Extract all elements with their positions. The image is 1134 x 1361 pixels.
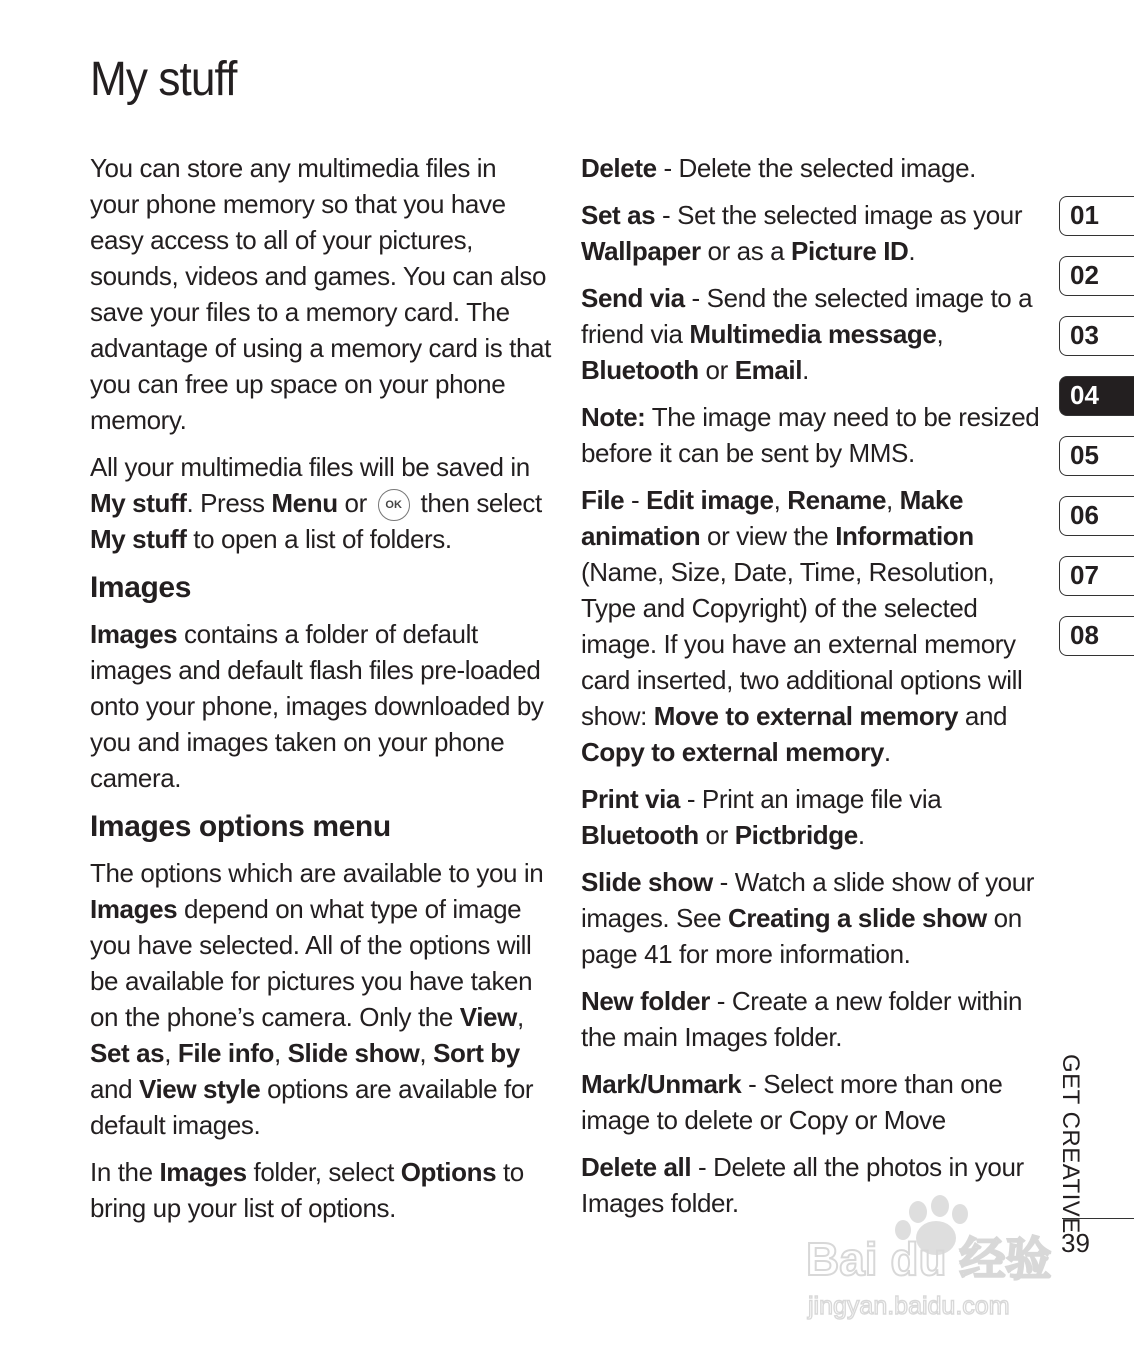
option-send-via: Send via - Send the selected image to a friend via Multimedia message, Bluetooth or Email. <box>581 283 1033 385</box>
images-heading: Images <box>90 571 191 605</box>
chapter-tab[interactable]: 01 <box>1059 196 1134 236</box>
option-delete-all: Delete all - Delete all the photos in your Images folder. <box>581 1152 1024 1218</box>
baidu-watermark <box>800 1192 1070 1322</box>
chapter-tab[interactable]: 08 <box>1059 616 1134 656</box>
chapter-tab[interactable]: 07 <box>1059 556 1134 596</box>
option-print-via: Print via - Print an image file via Bluetooth or Pictbridge. <box>581 784 942 850</box>
storage-paragraph: All your multimedia files will be saved in My stuff. Press Menu or OK then select My stuff to open a list of folders. <box>90 452 542 555</box>
option-new-folder: New folder - Create a new folder within the main Images folder. <box>581 986 1023 1052</box>
watermark-text: Bai du 经验 <box>806 1233 1052 1285</box>
option-mark-unmark: Mark/Unmark - Select more than one image to delete or Copy or Move <box>581 1069 1003 1135</box>
options-instruction-paragraph: In the Images folder, select Options to bring up your list of options. <box>90 1157 524 1224</box>
option-delete: Delete - Delete the selected image. <box>581 153 976 183</box>
option-slide-show: Slide show - Watch a slide show of your images. See Creating a slide show on page 41 for more information. <box>581 867 1035 969</box>
chapter-tab[interactable]: 03 <box>1059 316 1134 356</box>
chapter-tab-active[interactable]: 04 <box>1059 376 1134 416</box>
chapter-tab[interactable]: 02 <box>1059 256 1134 296</box>
page-number-divider <box>1062 1218 1134 1219</box>
options-menu-heading: Images options menu <box>90 810 391 844</box>
chapter-tab[interactable]: 06 <box>1059 496 1134 536</box>
page-title: My stuff <box>90 53 237 106</box>
chapter-tabs <box>1059 196 1134 676</box>
section-label: GET CREATIVE <box>1057 1054 1084 1234</box>
option-set-as: Set as - Set the selected image as your Wallpaper or as a Picture ID. <box>581 200 1023 266</box>
images-paragraph: Images contains a folder of default images and default flash files pre-loaded onto your phone, images downloaded by you and images taken on your phone camera. <box>90 619 544 794</box>
option-file: File - Edit image, Rename, Make animation or view the Information (Name, Size, Date, Time, Resolution, Type and Copyright) of the selected image. If you have an external memory card inserted, two additional options will show: Move to external memory and Copy to external memory. <box>581 485 1023 767</box>
right-column <box>581 150 1043 1232</box>
intro-paragraph: You can store any multimedia files in your phone memory so that you have easy access to all of your pictures, sounds, videos and games. You can also save your files to a memory card. The advantage of using a memory card is that you can free up space on your phone memory. <box>90 153 551 435</box>
left-column <box>90 150 552 1237</box>
chapter-tab[interactable]: 05 <box>1059 436 1134 476</box>
watermark-url: jingyan.baidu.com <box>808 1292 1010 1320</box>
page-number: 39 <box>1061 1228 1090 1258</box>
ok-key-icon: OK <box>378 489 410 521</box>
note-paragraph: Note: The image may need to be resized before it can be sent by MMS. <box>581 402 1040 468</box>
options-paragraph: The options which are available to you in Images depend on what type of image you have selected. All of the options will be available for pictures you have taken on the phone’s camera. Only the View, Set as, File info, Slide show, Sort by and View style options are available for default images. <box>90 858 544 1141</box>
